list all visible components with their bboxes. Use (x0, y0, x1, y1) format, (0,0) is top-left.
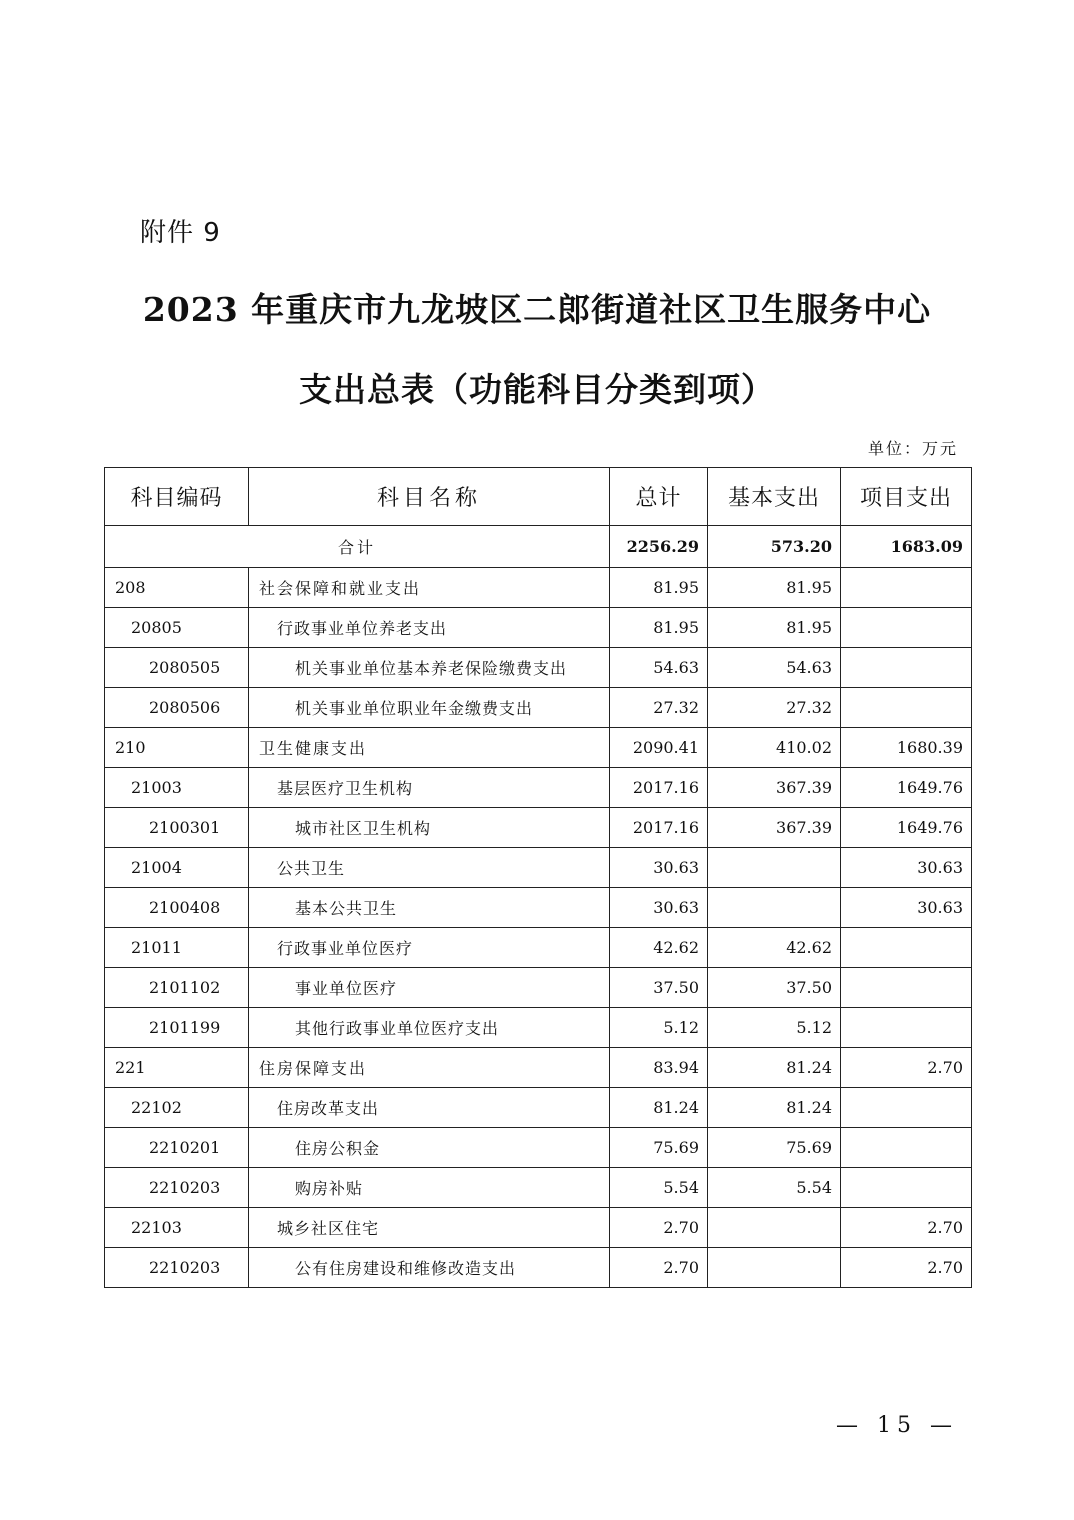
row-basic (708, 848, 841, 888)
table-row (105, 1128, 972, 1168)
row-code: 21011 (105, 928, 249, 968)
row-code: 21004 (105, 848, 249, 888)
row-name: 住房公积金 (249, 1128, 610, 1168)
header-project: 项目支出 (841, 468, 972, 526)
row-basic: 5.12 (708, 1008, 841, 1048)
row-project: 2.70 (841, 1208, 972, 1248)
row-name: 行政事业单位医疗 (249, 928, 610, 968)
row-basic: 81.95 (708, 608, 841, 648)
row-project: 1649.76 (841, 768, 972, 808)
row-name: 基本公共卫生 (249, 888, 610, 928)
row-project (841, 1128, 972, 1168)
table-row (105, 1088, 972, 1128)
row-code: 2101199 (105, 1008, 249, 1048)
header-code: 科目编码 (105, 468, 249, 526)
row-name: 城市社区卫生机构 (249, 808, 610, 848)
row-code: 2210203 (105, 1248, 249, 1288)
row-total: 2090.41 (610, 728, 708, 768)
row-basic: 367.39 (708, 808, 841, 848)
row-project (841, 648, 972, 688)
row-name: 社会保障和就业支出 (249, 568, 610, 608)
row-total: 27.32 (610, 688, 708, 728)
row-project (841, 1168, 972, 1208)
row-basic: 81.24 (708, 1048, 841, 1088)
table-row (105, 888, 972, 928)
total-row (105, 526, 972, 568)
row-total: 81.95 (610, 608, 708, 648)
document-title-line1: 2023 年重庆市九龙坡区二郎街道社区卫生服务中心 (142, 290, 932, 329)
unit-label: 单位：万元 (867, 439, 958, 458)
table-row (105, 568, 972, 608)
row-project (841, 1008, 972, 1048)
row-name: 行政事业单位养老支出 (249, 608, 610, 648)
row-basic: 367.39 (708, 768, 841, 808)
row-project (841, 968, 972, 1008)
row-total: 42.62 (610, 928, 708, 968)
table-row (105, 928, 972, 968)
row-total: 5.12 (610, 1008, 708, 1048)
table-row (105, 1048, 972, 1088)
row-project (841, 688, 972, 728)
expenditure-table (104, 467, 972, 1288)
row-total: 81.95 (610, 568, 708, 608)
row-basic: 5.54 (708, 1168, 841, 1208)
row-basic: 81.95 (708, 568, 841, 608)
row-basic: 27.32 (708, 688, 841, 728)
header-basic: 基本支出 (708, 468, 841, 526)
row-name: 机关事业单位职业年金缴费支出 (249, 688, 610, 728)
total-project: 1683.09 (841, 526, 972, 568)
row-code: 2210201 (105, 1128, 249, 1168)
row-project: 2.70 (841, 1048, 972, 1088)
row-total: 30.63 (610, 888, 708, 928)
row-project (841, 1088, 972, 1128)
row-name: 事业单位医疗 (249, 968, 610, 1008)
header-name: 科目名称 (249, 468, 610, 526)
table-row (105, 968, 972, 1008)
row-total: 30.63 (610, 848, 708, 888)
table-row (105, 608, 972, 648)
table-row (105, 688, 972, 728)
table-row (105, 648, 972, 688)
row-project: 30.63 (841, 848, 972, 888)
row-total: 81.24 (610, 1088, 708, 1128)
row-code: 2080506 (105, 688, 249, 728)
page-number: — 15 — (836, 1413, 958, 1438)
total-basic: 573.20 (708, 526, 841, 568)
row-project: 30.63 (841, 888, 972, 928)
row-project: 1649.76 (841, 808, 972, 848)
row-code: 2100301 (105, 808, 249, 848)
table-row (105, 848, 972, 888)
table-row (105, 1248, 972, 1288)
row-basic: 37.50 (708, 968, 841, 1008)
row-total: 83.94 (610, 1048, 708, 1088)
attachment-label: 附件 9 (140, 218, 221, 248)
table-row (105, 768, 972, 808)
total-label: 合计 (105, 526, 610, 568)
row-basic: 42.62 (708, 928, 841, 968)
row-total: 2.70 (610, 1208, 708, 1248)
row-basic (708, 1248, 841, 1288)
row-project (841, 568, 972, 608)
row-name: 住房保障支出 (249, 1048, 610, 1088)
row-basic (708, 1208, 841, 1248)
row-total: 2017.16 (610, 808, 708, 848)
table-row (105, 1168, 972, 1208)
row-basic: 81.24 (708, 1088, 841, 1128)
row-code: 20805 (105, 608, 249, 648)
row-name: 住房改革支出 (249, 1088, 610, 1128)
row-name: 购房补贴 (249, 1168, 610, 1208)
row-name: 公有住房建设和维修改造支出 (249, 1248, 610, 1288)
table-row (105, 728, 972, 768)
table-row (105, 1008, 972, 1048)
row-basic: 410.02 (708, 728, 841, 768)
row-total: 2.70 (610, 1248, 708, 1288)
row-project: 1680.39 (841, 728, 972, 768)
table-header-row (105, 468, 972, 526)
row-name: 机关事业单位基本养老保险缴费支出 (249, 648, 610, 688)
row-project (841, 608, 972, 648)
total-sum: 2256.29 (610, 526, 708, 568)
row-name: 其他行政事业单位医疗支出 (249, 1008, 610, 1048)
row-basic: 75.69 (708, 1128, 841, 1168)
row-name: 卫生健康支出 (249, 728, 610, 768)
header-total: 总计 (610, 468, 708, 526)
document-title-line2: 支出总表（功能科目分类到项） (299, 370, 775, 409)
row-code: 21003 (105, 768, 249, 808)
row-total: 75.69 (610, 1128, 708, 1168)
row-total: 54.63 (610, 648, 708, 688)
row-name: 城乡社区住宅 (249, 1208, 610, 1248)
row-code: 210 (105, 728, 249, 768)
row-code: 2100408 (105, 888, 249, 928)
table-row (105, 808, 972, 848)
row-basic: 54.63 (708, 648, 841, 688)
table-row (105, 1208, 972, 1248)
row-code: 22103 (105, 1208, 249, 1248)
row-code: 2080505 (105, 648, 249, 688)
row-code: 208 (105, 568, 249, 608)
row-total: 2017.16 (610, 768, 708, 808)
row-code: 22102 (105, 1088, 249, 1128)
row-basic (708, 888, 841, 928)
row-code: 221 (105, 1048, 249, 1088)
row-total: 5.54 (610, 1168, 708, 1208)
row-name: 基层医疗卫生机构 (249, 768, 610, 808)
row-total: 37.50 (610, 968, 708, 1008)
row-code: 2210203 (105, 1168, 249, 1208)
row-name: 公共卫生 (249, 848, 610, 888)
row-code: 2101102 (105, 968, 249, 1008)
row-project (841, 928, 972, 968)
row-project: 2.70 (841, 1248, 972, 1288)
